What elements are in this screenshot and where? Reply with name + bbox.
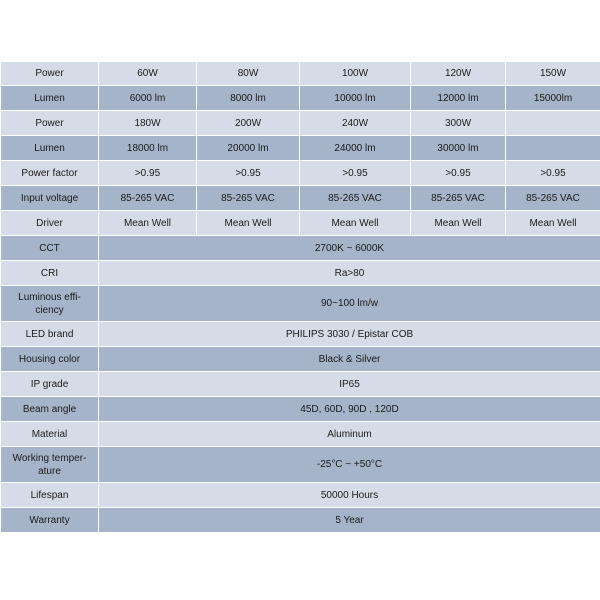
table-cell: >0.95 bbox=[197, 161, 300, 186]
table-row bbox=[1, 211, 600, 236]
row-label: Material bbox=[1, 422, 99, 447]
row-label: Warranty bbox=[1, 508, 99, 533]
table-cell: 80W bbox=[197, 62, 300, 86]
row-label: Lumen bbox=[1, 136, 99, 161]
table-cell: 15000lm bbox=[506, 86, 600, 111]
table-row bbox=[1, 322, 600, 347]
table-row bbox=[1, 508, 600, 533]
table-row bbox=[1, 397, 600, 422]
table-row bbox=[1, 136, 600, 161]
table-cell: PHILIPS 3030 / Epistar COB bbox=[99, 322, 600, 347]
row-label: Beam angle bbox=[1, 397, 99, 422]
table-row bbox=[1, 286, 600, 322]
table-cell: Black & Silver bbox=[99, 347, 600, 372]
row-label: Input voltage bbox=[1, 186, 99, 211]
table-cell: Mean Well bbox=[99, 211, 197, 236]
table-cell: 5 Year bbox=[99, 508, 600, 533]
table-row bbox=[1, 62, 600, 86]
table-cell: Mean Well bbox=[197, 211, 300, 236]
table-cell: 8000 lm bbox=[197, 86, 300, 111]
spec-table bbox=[0, 61, 600, 533]
table-row bbox=[1, 236, 600, 261]
table-cell: 180W bbox=[99, 111, 197, 136]
row-label: CRI bbox=[1, 261, 99, 286]
table-cell: 85-265 VAC bbox=[99, 186, 197, 211]
table-cell bbox=[506, 136, 600, 161]
table-row bbox=[1, 422, 600, 447]
table-cell: 60W bbox=[99, 62, 197, 86]
table-cell: 85-265 VAC bbox=[506, 186, 600, 211]
table-cell: >0.95 bbox=[300, 161, 411, 186]
table-cell: 100W bbox=[300, 62, 411, 86]
row-label: Lumen bbox=[1, 86, 99, 111]
table-cell: 300W bbox=[411, 111, 506, 136]
table-cell: 200W bbox=[197, 111, 300, 136]
table-cell: 18000 lm bbox=[99, 136, 197, 161]
table-cell: 10000 lm bbox=[300, 86, 411, 111]
table-cell: 45D, 60D, 90D , 120D bbox=[99, 397, 600, 422]
table-cell: 90~100 lm/w bbox=[99, 286, 600, 322]
table-cell: >0.95 bbox=[506, 161, 600, 186]
table-cell: 120W bbox=[411, 62, 506, 86]
table-cell: 150W bbox=[506, 62, 600, 86]
row-label: CCT bbox=[1, 236, 99, 261]
table-row bbox=[1, 447, 600, 483]
table-cell: 12000 lm bbox=[411, 86, 506, 111]
row-label: Housing color bbox=[1, 347, 99, 372]
table-cell: Mean Well bbox=[300, 211, 411, 236]
table-cell: Aluminum bbox=[99, 422, 600, 447]
table-cell: >0.95 bbox=[99, 161, 197, 186]
table-cell: 240W bbox=[300, 111, 411, 136]
row-label: Working temper- ature bbox=[1, 447, 99, 483]
table-cell: 6000 lm bbox=[99, 86, 197, 111]
table-row bbox=[1, 347, 600, 372]
row-label: Driver bbox=[1, 211, 99, 236]
table-row bbox=[1, 111, 600, 136]
table-cell: 85-265 VAC bbox=[411, 186, 506, 211]
table-cell: 85-265 VAC bbox=[300, 186, 411, 211]
table-cell: 50000 Hours bbox=[99, 483, 600, 508]
table-cell: 24000 lm bbox=[300, 136, 411, 161]
table-cell: 85-265 VAC bbox=[197, 186, 300, 211]
table-row bbox=[1, 483, 600, 508]
table-cell: -25°C ~ +50°C bbox=[99, 447, 600, 483]
table-cell: Mean Well bbox=[411, 211, 506, 236]
row-label: LED brand bbox=[1, 322, 99, 347]
table-row bbox=[1, 161, 600, 186]
table-row bbox=[1, 86, 600, 111]
table-row bbox=[1, 372, 600, 397]
row-label: Power bbox=[1, 62, 99, 86]
table-cell: Ra>80 bbox=[99, 261, 600, 286]
row-label: Lifespan bbox=[1, 483, 99, 508]
table-cell bbox=[506, 111, 600, 136]
row-label: Power bbox=[1, 111, 99, 136]
row-label: IP grade bbox=[1, 372, 99, 397]
table-cell: >0.95 bbox=[411, 161, 506, 186]
table-cell: Mean Well bbox=[506, 211, 600, 236]
row-label: Power factor bbox=[1, 161, 99, 186]
table-cell: 20000 lm bbox=[197, 136, 300, 161]
table-cell: IP65 bbox=[99, 372, 600, 397]
table-cell: 2700K ~ 6000K bbox=[99, 236, 600, 261]
table-row bbox=[1, 186, 600, 211]
table-row bbox=[1, 261, 600, 286]
row-label: Luminous effi- ciency bbox=[1, 286, 99, 322]
table-cell: 30000 lm bbox=[411, 136, 506, 161]
